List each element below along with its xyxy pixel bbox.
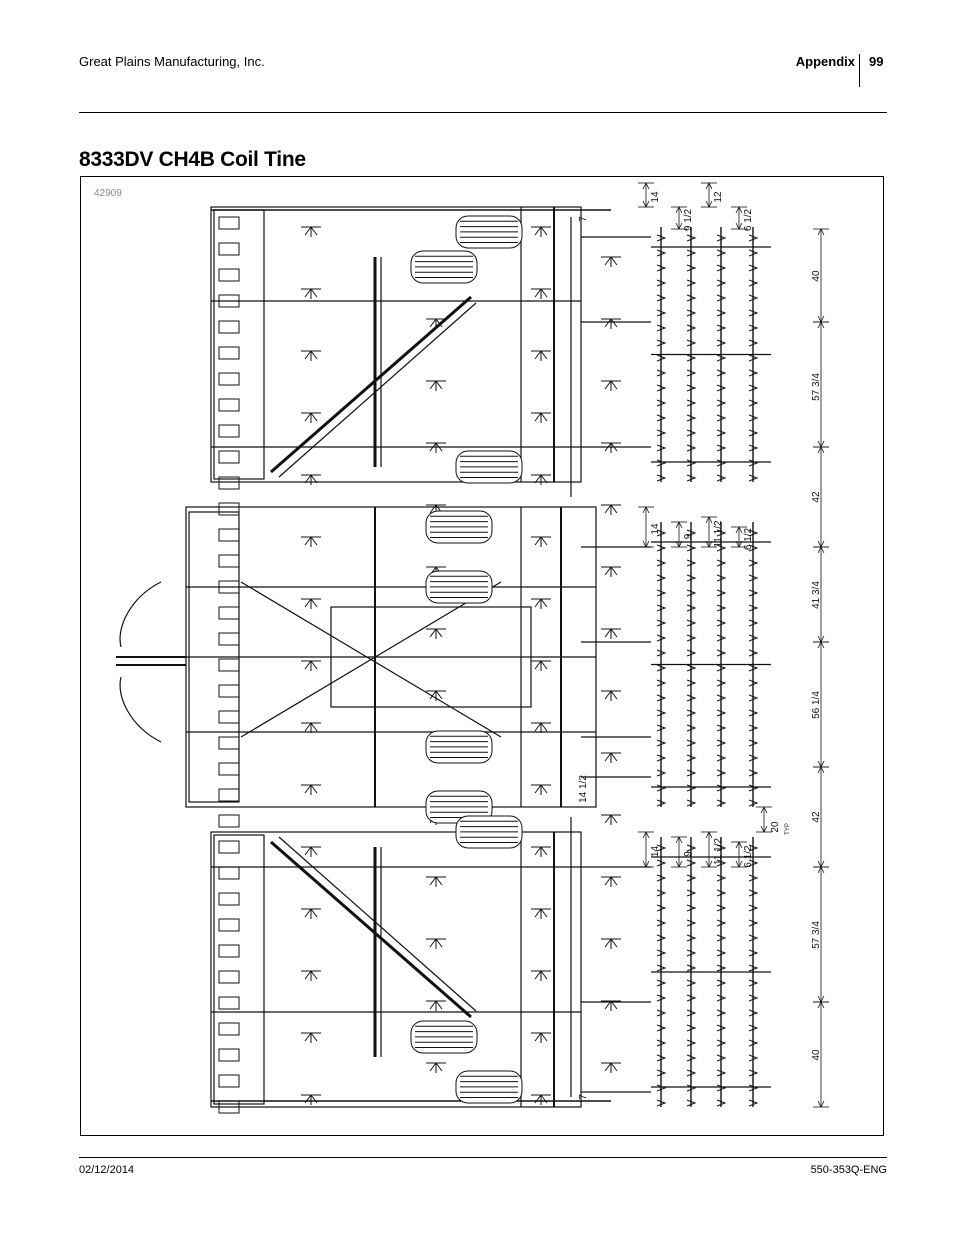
gauge-wheel [426,511,492,543]
shank [301,351,321,361]
gauge-wheel [456,816,522,848]
gang-bracket [219,815,239,827]
shank [601,939,621,949]
gang-bracket [219,893,239,905]
gang-bracket [219,399,239,411]
dim-label: 12 [713,191,724,203]
shank [601,257,621,267]
gang-bracket [219,425,239,437]
gang-bracket [219,659,239,671]
gauge-wheel [426,731,492,763]
dim-label: 14 [650,191,661,203]
shank [531,599,551,609]
dim-label: 57 3/4 [811,373,822,401]
shank [301,537,321,547]
shank [531,227,551,237]
technical-drawing [81,177,883,1135]
gang-bracket [219,971,239,983]
gang-bracket [219,321,239,333]
shank [301,661,321,671]
shank [531,909,551,919]
gang-bracket [219,451,239,463]
gang-bracket [219,1049,239,1061]
page-number: 99 [869,54,884,69]
dim-label-spacing: 20 [770,821,781,833]
shank [301,971,321,981]
shank [601,319,621,329]
dim-label: 57 3/4 [811,921,822,949]
shank [301,289,321,299]
gang-bracket [219,373,239,385]
gang-bracket [219,919,239,931]
gauge-wheel [411,1021,477,1053]
dim-label: 11 1/2 [713,520,724,548]
dim-label: 6 1/2 [743,527,754,551]
shank [601,815,621,825]
header-company: Great Plains Manufacturing, Inc. [79,54,265,69]
dim-label: 14 1/2 [578,775,589,803]
shank [601,443,621,453]
gang-bracket [219,503,239,515]
gang-bracket [219,243,239,255]
shank [601,567,621,577]
shank [301,909,321,919]
dim-label: 42 [811,491,822,503]
shank [301,847,321,857]
gauge-wheel [456,451,522,483]
shank [426,1063,446,1073]
footer-rule [79,1157,887,1158]
shank [531,351,551,361]
footer-doc-number: 550-353Q-ENG [810,1164,887,1176]
lower-wing-frame [211,832,581,1107]
dim-label: 6 1/2 [743,845,754,868]
gauge-wheel [456,1071,522,1103]
shank [601,1063,621,1073]
shank [301,227,321,237]
shank [531,661,551,671]
shank [426,939,446,949]
gang-bracket [219,555,239,567]
dim-label: 41 3/4 [811,581,822,609]
dim-label: 7 [578,1094,589,1100]
shank [531,1095,551,1105]
gang-bracket [219,685,239,697]
gang-bracket [219,347,239,359]
dim-label: 42 [811,811,822,823]
shank [601,877,621,887]
shank [531,971,551,981]
shank [301,413,321,423]
shank [601,381,621,391]
gang-bracket [219,217,239,229]
dim-label: 9 [683,533,694,540]
shank [301,785,321,795]
gang-bracket [219,529,239,541]
figure-id: 42909 [94,188,122,199]
shank [301,1095,321,1105]
shank [601,753,621,763]
dim-label: 9 [683,851,694,857]
shank [601,629,621,639]
shank [426,381,446,391]
shank [426,1001,446,1011]
dim-label: 7 [578,216,589,222]
header-section: Appendix [795,54,855,69]
dim-label: 14 [650,523,661,535]
shank [426,443,446,453]
shank [531,289,551,299]
gauge-wheel [426,571,492,603]
gang-bracket [219,763,239,775]
shank [301,475,321,485]
shank [301,599,321,609]
shank [531,537,551,547]
shank [426,629,446,639]
gang-bracket [219,269,239,281]
figure-frame [80,176,884,1136]
gang-bracket [219,737,239,749]
dim-label: 6 1/2 [743,208,754,232]
dim-label: 11 1/2 [713,837,724,866]
dim-label: 9 1/2 [683,208,694,232]
gauge-wheel [411,251,477,283]
upper-wing-frame [211,207,581,482]
shank [531,785,551,795]
shank [531,1033,551,1043]
gang-bracket [219,1023,239,1035]
shank [601,505,621,515]
shank [601,691,621,701]
shank [531,847,551,857]
dim-label: 56 1/4 [811,691,822,719]
dim-label: 40 [811,1049,822,1061]
gang-bracket [219,789,239,801]
header-divider [859,54,860,87]
shank [301,1033,321,1043]
gang-bracket [219,945,239,957]
shank [531,413,551,423]
dim-label: 14 [650,845,661,858]
gang-bracket [219,711,239,723]
page-title: 8333DV CH4B Coil Tine [79,148,306,171]
footer-date: 02/12/2014 [79,1164,135,1176]
header-rule [79,112,887,113]
shank [426,691,446,701]
gang-bracket [219,997,239,1009]
gauge-wheel [456,216,522,248]
dim-label: 40 [811,270,822,282]
gang-bracket [219,1075,239,1087]
gang-bracket [219,841,239,853]
shank [426,877,446,887]
gang-bracket [219,633,239,645]
gang-bracket [219,607,239,619]
shank [531,475,551,485]
gang-bracket [219,867,239,879]
dim-label-typ: TYP [785,823,791,835]
